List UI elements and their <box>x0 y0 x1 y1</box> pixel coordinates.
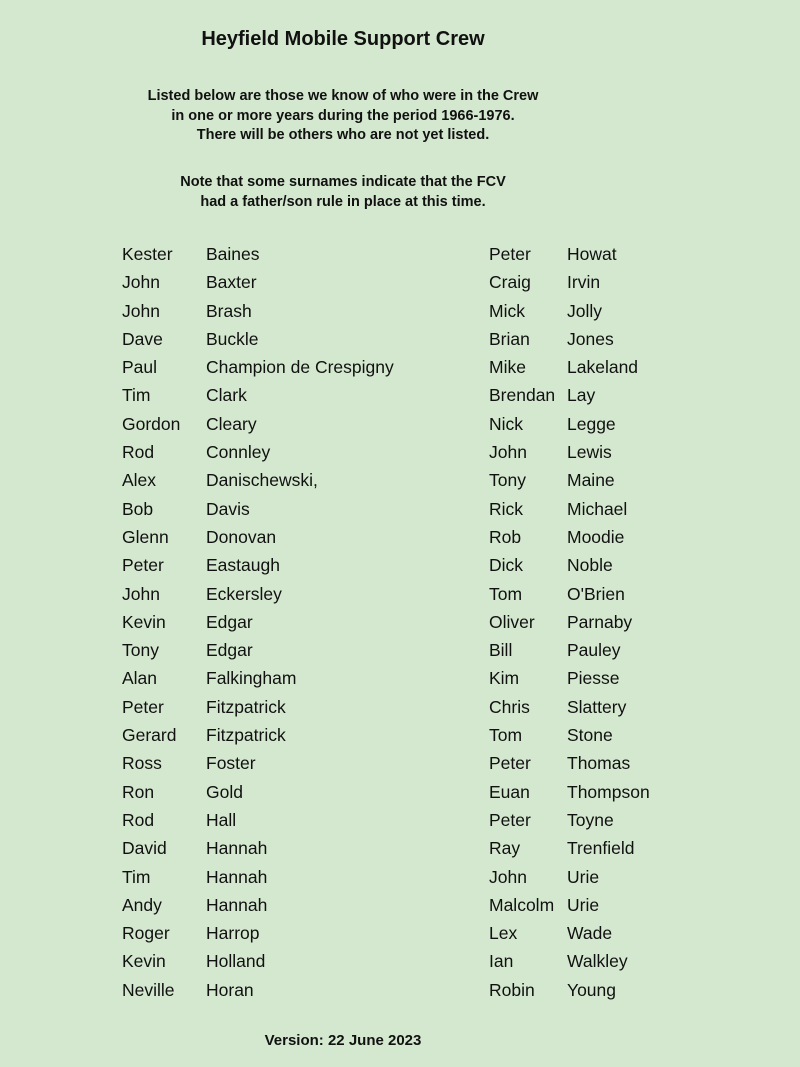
first-name: Mick <box>489 300 525 321</box>
surname: Clark <box>206 385 247 406</box>
surname: Horan <box>206 979 254 1000</box>
intro-paragraph <box>0 87 686 146</box>
surname: Falkingham <box>206 668 297 689</box>
first-name: Malcolm <box>489 894 555 915</box>
surname: Wade <box>567 923 613 944</box>
first-name: Tom <box>489 725 523 746</box>
first-name: Bill <box>489 640 513 661</box>
surname: Urie <box>567 894 600 915</box>
surname: Lewis <box>567 442 612 463</box>
first-name: John <box>122 300 160 321</box>
note-line: had a father/son rule in place at this time. <box>200 193 486 210</box>
surname: Foster <box>206 753 256 774</box>
first-name: Ray <box>489 838 521 859</box>
surname: Connley <box>206 442 271 463</box>
surname: Baxter <box>206 272 257 293</box>
first-name: Peter <box>122 555 164 576</box>
first-name: Brian <box>489 328 530 349</box>
first-name: Alan <box>122 668 158 689</box>
surname: Moodie <box>567 526 625 547</box>
first-name: Nick <box>489 413 524 434</box>
first-name: Roger <box>122 923 170 944</box>
surname: Eastaugh <box>206 555 280 576</box>
surname: Davis <box>206 498 250 519</box>
first-name: Kevin <box>122 951 166 972</box>
note-paragraph <box>0 173 686 212</box>
first-name: Alex <box>122 470 157 491</box>
surname: Parnaby <box>567 611 633 632</box>
first-name: Gerard <box>122 725 177 746</box>
first-name: Robin <box>489 979 535 1000</box>
first-name: Rod <box>122 442 155 463</box>
surname: Gold <box>206 781 243 802</box>
first-name: John <box>122 272 160 293</box>
first-name: Tony <box>122 640 159 661</box>
surname: Pauley <box>567 640 621 661</box>
first-name: Ron <box>122 781 155 802</box>
surname: Brash <box>206 300 252 321</box>
version-note: Version: 22 June 2023 <box>264 1032 422 1049</box>
first-name: Tim <box>122 385 151 406</box>
surname: O'Brien <box>567 583 625 604</box>
surname: Urie <box>567 866 600 887</box>
first-name: Glenn <box>122 526 169 547</box>
surname: Noble <box>567 555 613 576</box>
first-name: Tom <box>489 583 523 604</box>
first-name: Rob <box>489 526 522 547</box>
surname: Hannah <box>206 866 268 887</box>
first-name: Gordon <box>122 413 181 434</box>
surname: Legge <box>567 413 616 434</box>
surname: Slattery <box>567 696 627 717</box>
first-name: Lex <box>489 923 518 944</box>
first-name: Chris <box>489 696 530 717</box>
surname: Young <box>567 979 616 1000</box>
surname: Thomas <box>567 753 631 774</box>
first-name: Peter <box>489 244 531 264</box>
first-name: Craig <box>489 272 531 293</box>
surname: Toyne <box>567 809 614 830</box>
first-name: Tim <box>122 866 151 887</box>
first-name: Brendan <box>489 385 556 406</box>
first-name: Kevin <box>122 611 166 632</box>
first-name: Peter <box>489 753 531 774</box>
surname: Maine <box>567 470 615 491</box>
first-name: Dick <box>489 555 524 576</box>
first-name: Neville <box>122 979 175 1000</box>
note-line: Note that some surnames indicate that the FCV <box>180 174 506 190</box>
surname: Harrop <box>206 923 260 944</box>
first-name: Tony <box>489 470 526 491</box>
surname: Edgar <box>206 611 253 632</box>
first-name: Kester <box>122 244 173 264</box>
first-name: Peter <box>489 809 531 830</box>
first-name: Dave <box>122 328 163 349</box>
surname: Fitzpatrick <box>206 725 286 746</box>
surname: Lakeland <box>567 357 639 378</box>
first-name: John <box>489 866 527 887</box>
first-name: John <box>122 583 160 604</box>
first-name: John <box>489 442 527 463</box>
intro-line: There will be others who are not yet listed. <box>196 127 490 143</box>
first-name: Bob <box>122 498 154 519</box>
surname: Jones <box>567 328 614 349</box>
first-name: Oliver <box>489 611 535 632</box>
first-name: Andy <box>122 894 162 915</box>
surname: Hannah <box>206 838 268 859</box>
surname: Trenfield <box>567 838 635 859</box>
surname: Donovan <box>206 526 277 547</box>
first-name: Ross <box>122 753 162 774</box>
surname: Stone <box>567 725 613 746</box>
surname: Michael <box>567 498 628 519</box>
surname: Danischewski, <box>206 470 318 491</box>
first-name: Paul <box>122 357 158 378</box>
first-name: Ian <box>489 951 514 972</box>
first-name: Euan <box>489 781 530 802</box>
surname: Buckle <box>206 328 259 349</box>
first-name: Mike <box>489 357 526 378</box>
surname: Hannah <box>206 894 268 915</box>
surname: Piesse <box>567 668 620 689</box>
surname: Howat <box>567 244 617 264</box>
first-name: Rod <box>122 809 155 830</box>
intro-line: Listed below are those we know of who were in the Crew <box>147 88 539 104</box>
surname: Jolly <box>567 300 603 321</box>
surname: Irvin <box>567 272 601 293</box>
surname: Champion de Crespigny <box>206 357 394 378</box>
surname: Cleary <box>206 413 257 434</box>
intro-line: in one or more years during the period 1966-1976. <box>171 107 515 124</box>
surname: Walkley <box>567 951 628 972</box>
surname: Eckersley <box>206 583 282 604</box>
page-title: Heyfield Mobile Support Crew <box>201 28 485 50</box>
surname: Lay <box>567 385 596 406</box>
surname: Edgar <box>206 640 253 661</box>
surname: Fitzpatrick <box>206 696 286 717</box>
surname: Baines <box>206 244 260 264</box>
surname: Hall <box>206 809 237 830</box>
first-name: Rick <box>489 498 524 519</box>
surname: Thompson <box>567 781 650 802</box>
first-name: David <box>122 838 167 859</box>
first-name: Peter <box>122 696 164 717</box>
first-name: Kim <box>489 668 520 689</box>
surname: Holland <box>206 951 266 972</box>
